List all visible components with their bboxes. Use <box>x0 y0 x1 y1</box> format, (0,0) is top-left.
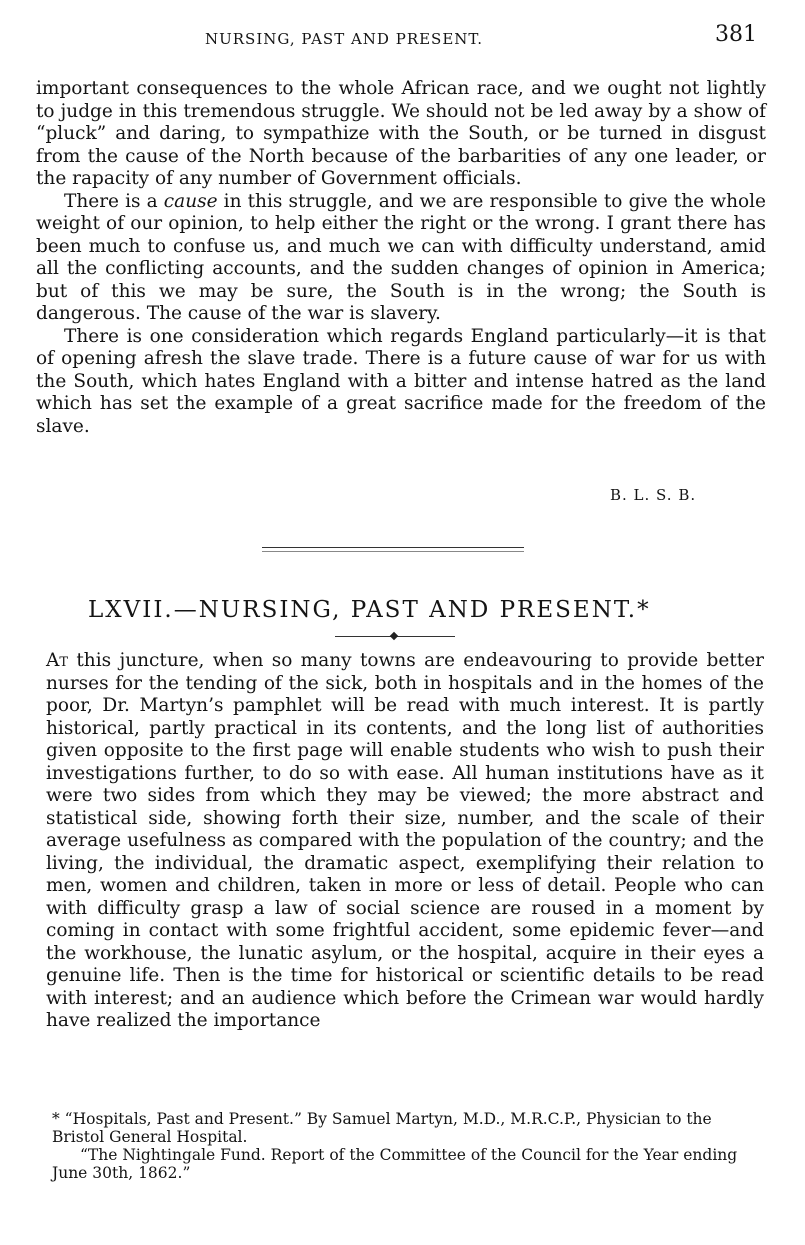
line: North because of the barbarities of any one leader, or the rapacity <box>36 145 766 189</box>
text-run: There is a <box>64 190 164 212</box>
opening-word: At <box>46 650 69 671</box>
line: of any number of Government officials. <box>154 168 522 189</box>
line: not lightly to judge in this tremendous struggle. We should <box>36 78 767 122</box>
article-paragraph <box>46 650 764 1033</box>
footnotes <box>52 1110 766 1182</box>
page-number: 381 <box>715 22 757 47</box>
article-title: LXVII.—NURSING, PAST AND PRESENT.* <box>88 597 651 623</box>
paragraph-2 <box>36 191 766 326</box>
paragraph-1 <box>36 78 766 191</box>
article-text: this juncture, when so many towns are endeavouring to provide better nurses for the tending of the sick, both in hospitals and in the homes of the poor, Dr. Martyn’s pamphlet will be read with much interest. It is partly historical, partly practical in its contents, and the long list of authorities given opposite to the first page will enable students who wish to push their investigations further, to do so with ease. All human institutions have as it were two sides from which they may be viewed; the more abstract and statistical side, showing forth their size, number, and the scale of their average usefulness as compared with the population of the country; and the living, the individual, the dramatic aspect, exemplifying their relation to men, women and children, taken in more or less of detail. People who can with difficulty grasp a law of social science are roused in a moment by coming in contact with some frightful accident, some epidemic fever—and the workhouse, the lunatic asylum, or the hospital, acquire in their eyes a genuine life. Then is the time for historical or scientific details to be read with interest; and an audience which before the Crimean war would hardly have realized the importance <box>46 650 764 1031</box>
line: not be led away by a show of “pluck” and daring, to sympathize <box>36 100 766 144</box>
article-body <box>46 650 764 1033</box>
footnote-1: * “Hospitals, Past and Present.” By Samuel Martyn, M.D., M.R.C.P., Physician to the Bristol General Hospital. <box>52 1110 712 1146</box>
italic-cause: cause <box>163 190 218 212</box>
line: important consequences to the whole African race, and we ought <box>36 78 662 99</box>
line: with the South, or be turned in disgust from the cause of the <box>36 123 766 167</box>
section-divider <box>262 551 524 552</box>
section-divider <box>262 547 524 548</box>
author-signature: B. L. S. B. <box>610 486 697 504</box>
previous-article-text <box>36 78 766 438</box>
ornament-divider <box>335 633 455 641</box>
text-run: in this struggle, and we are responsible to give the whole weight of our opinion, to help either the right or the wrong. I grant there has been much to confuse us, and much we can with difficulty understand, amid all the conflicting accounts, and the sudden changes of opinion in America; but of this we may be sure, the South is in the wrong; the South is dangerous. The cause of the war is slavery. <box>36 190 767 324</box>
running-head: NURSING, PAST AND PRESENT. <box>205 30 483 48</box>
paragraph-3: There is one consideration which regards England particularly—it is that of opening afresh the slave trade. There is a future cause of war for us with the South, which hates England with a bitter and intense hatred as the land which has set the example of a great sacrifice made for the freedom of the slave. <box>36 325 766 437</box>
footnote-2: “The Nightingale Fund. Report of the Committee of the Council for the Year ending June 30th, 1862.” <box>52 1146 738 1182</box>
diamond-icon <box>390 632 398 640</box>
